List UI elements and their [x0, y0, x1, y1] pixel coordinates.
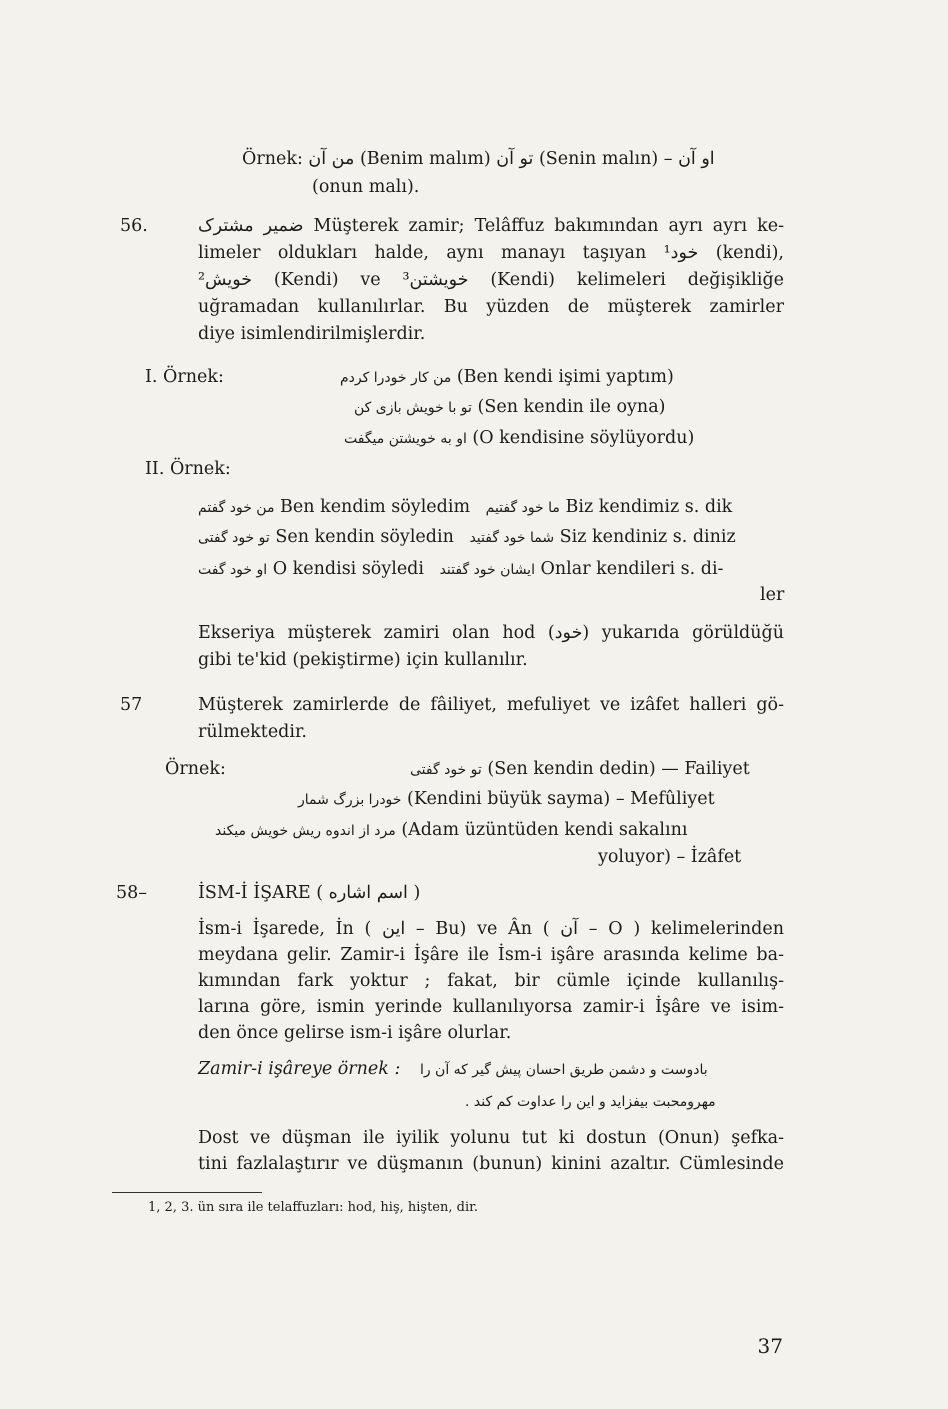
section-heading: İSM-İ İŞARE ( اسم اشاره ) [198, 883, 421, 903]
example-row [465, 1088, 716, 1115]
paragraph-line: خویش² (Kendi) ve خویشتن³ (Kendi) kelimeleri değişikliğe [198, 270, 784, 290]
footnote-divider [112, 1192, 262, 1193]
footnote: 1, 2, 3. ün sıra ile telaffuzları: hod, hiş, hişten, dir. [148, 1200, 479, 1215]
persian-text: شما خود گفتید [469, 530, 555, 546]
example-label: I. Örnek: [145, 367, 224, 387]
translation-text: (Sen kendin ile oyna) [477, 397, 666, 417]
persian-text: ما خود گفتیم [485, 500, 560, 516]
paragraph-line: ضمیر مشترک Müşterek zamir; Telâffuz bakımından ayrı ayrı ke- [198, 216, 784, 236]
paragraph-line: tini fazlalaştırır ve düşmanın (bunun) kinini azaltır. Cümlesinde [198, 1154, 784, 1174]
paragraph-line: limeler oldukları halde, aynı manayı taşıyan خود¹ (kendi), [198, 243, 784, 263]
translation-text: (Kendini büyük sayma) – Mefûliyet [407, 789, 715, 809]
example-label: II. Örnek: [145, 459, 231, 479]
example-ownership-line: (onun malı). [312, 177, 420, 197]
section-number: 57 [120, 695, 143, 715]
persian-text: ایشان خود گفتند [439, 562, 535, 578]
translation-text: (O kendisine söylüyordu) [472, 428, 695, 448]
paragraph-line: den önce gelirse ism-i işâre olurlar. [198, 1023, 512, 1043]
paragraph-line: kımından fark yoktur ; fakat, bir cümle içinde kullanılış- [198, 971, 784, 991]
example-row [354, 394, 784, 421]
persian-text: مهرومحبت بیفزاید و این را عداوت کم کند . [465, 1094, 716, 1110]
translation-text: O kendisi söyledi [272, 559, 424, 579]
paragraph-line: Dost ve düşman ile iyilik yolunu tut ki dostun (Onun) şefka- [198, 1128, 784, 1148]
translation-text: Sen kendin söyledin [275, 527, 454, 547]
persian-text: تو خود گفتی [410, 762, 482, 778]
persian-text: بادوست و دشمن طریق احسان پیش گیر که آن را [419, 1062, 708, 1078]
translation-text: (Ben kendi işimi yaptım) [456, 367, 674, 387]
example-row [340, 364, 780, 391]
paragraph-line: rülmektedir. [198, 722, 307, 742]
example-label: Örnek: [165, 759, 226, 779]
example-label: Zamir-i işâreye örnek : [198, 1059, 401, 1079]
line-continuation: ler [760, 585, 785, 605]
example-row [410, 756, 750, 783]
translation-text: Onlar kendileri s. di- [540, 559, 724, 579]
persian-text: خودرا بزرگ شمار [298, 792, 402, 808]
example-row [198, 1056, 788, 1083]
persian-text: تو با خویش بازی کن [354, 400, 472, 416]
paragraph-line: Müşterek zamirlerde de fâiliyet, mefuliyet ve izâfet halleri gö- [198, 695, 784, 715]
section-number: 58– [116, 883, 148, 903]
conjugation-row [198, 556, 788, 583]
line-continuation: yoluyor) – İzâfet [598, 847, 742, 867]
translation-text: Siz kendiniz s. diniz [559, 527, 736, 547]
translation-text: Ben kendim söyledim [280, 497, 471, 517]
persian-text: من خود گفتم [198, 500, 275, 516]
translation-text: Biz kendimiz s. dik [565, 497, 733, 517]
paragraph-line: uğramadan kullanılırlar. Bu yüzden de müşterek zamirler [198, 297, 784, 317]
conjugation-row [198, 494, 788, 521]
paragraph-line: larına göre, ismin yerinde kullanılıyorsa zamir-i İşâre ve isim- [198, 997, 784, 1017]
page-number: 37 [757, 1334, 783, 1358]
example-row [215, 817, 687, 844]
persian-text: او خود گفت [198, 562, 268, 578]
example-ownership-line: Örnek: من آن (Benim malım) تو آن (Senin malın) – او آن [242, 149, 715, 169]
paragraph-line: Ekseriya müşterek zamiri olan hod (خود) yukarıda görüldüğü [198, 623, 785, 643]
paragraph-line: diye isimlendirilmişlerdir. [198, 324, 426, 344]
paragraph-line: meydana gelir. Zamir-i İşâre ile İsm-i işâre arasında kelime ba- [198, 945, 784, 965]
persian-text: او به خویشتن میگفت [344, 431, 467, 447]
persian-text: تو خود گفتی [198, 530, 270, 546]
translation-text: (Sen kendin dedin) — Failiyet [487, 759, 750, 779]
persian-text: من کار خودرا کردم [340, 370, 452, 386]
example-row [298, 786, 715, 813]
example-row [344, 425, 784, 452]
paragraph-line: İsm-i İşarede, İn ( این – Bu) ve Ân ( آن – O ) kelimelerinden [198, 919, 784, 939]
section-number: 56. [120, 216, 148, 236]
paragraph-line: gibi te'kid (pekiştirme) için kullanılır. [198, 650, 528, 670]
translation-text: (Adam üzüntüden kendi sakalını [401, 820, 688, 840]
conjugation-row [198, 524, 788, 551]
persian-text: مرد از اندوه ریش خویش میکند [215, 823, 396, 839]
